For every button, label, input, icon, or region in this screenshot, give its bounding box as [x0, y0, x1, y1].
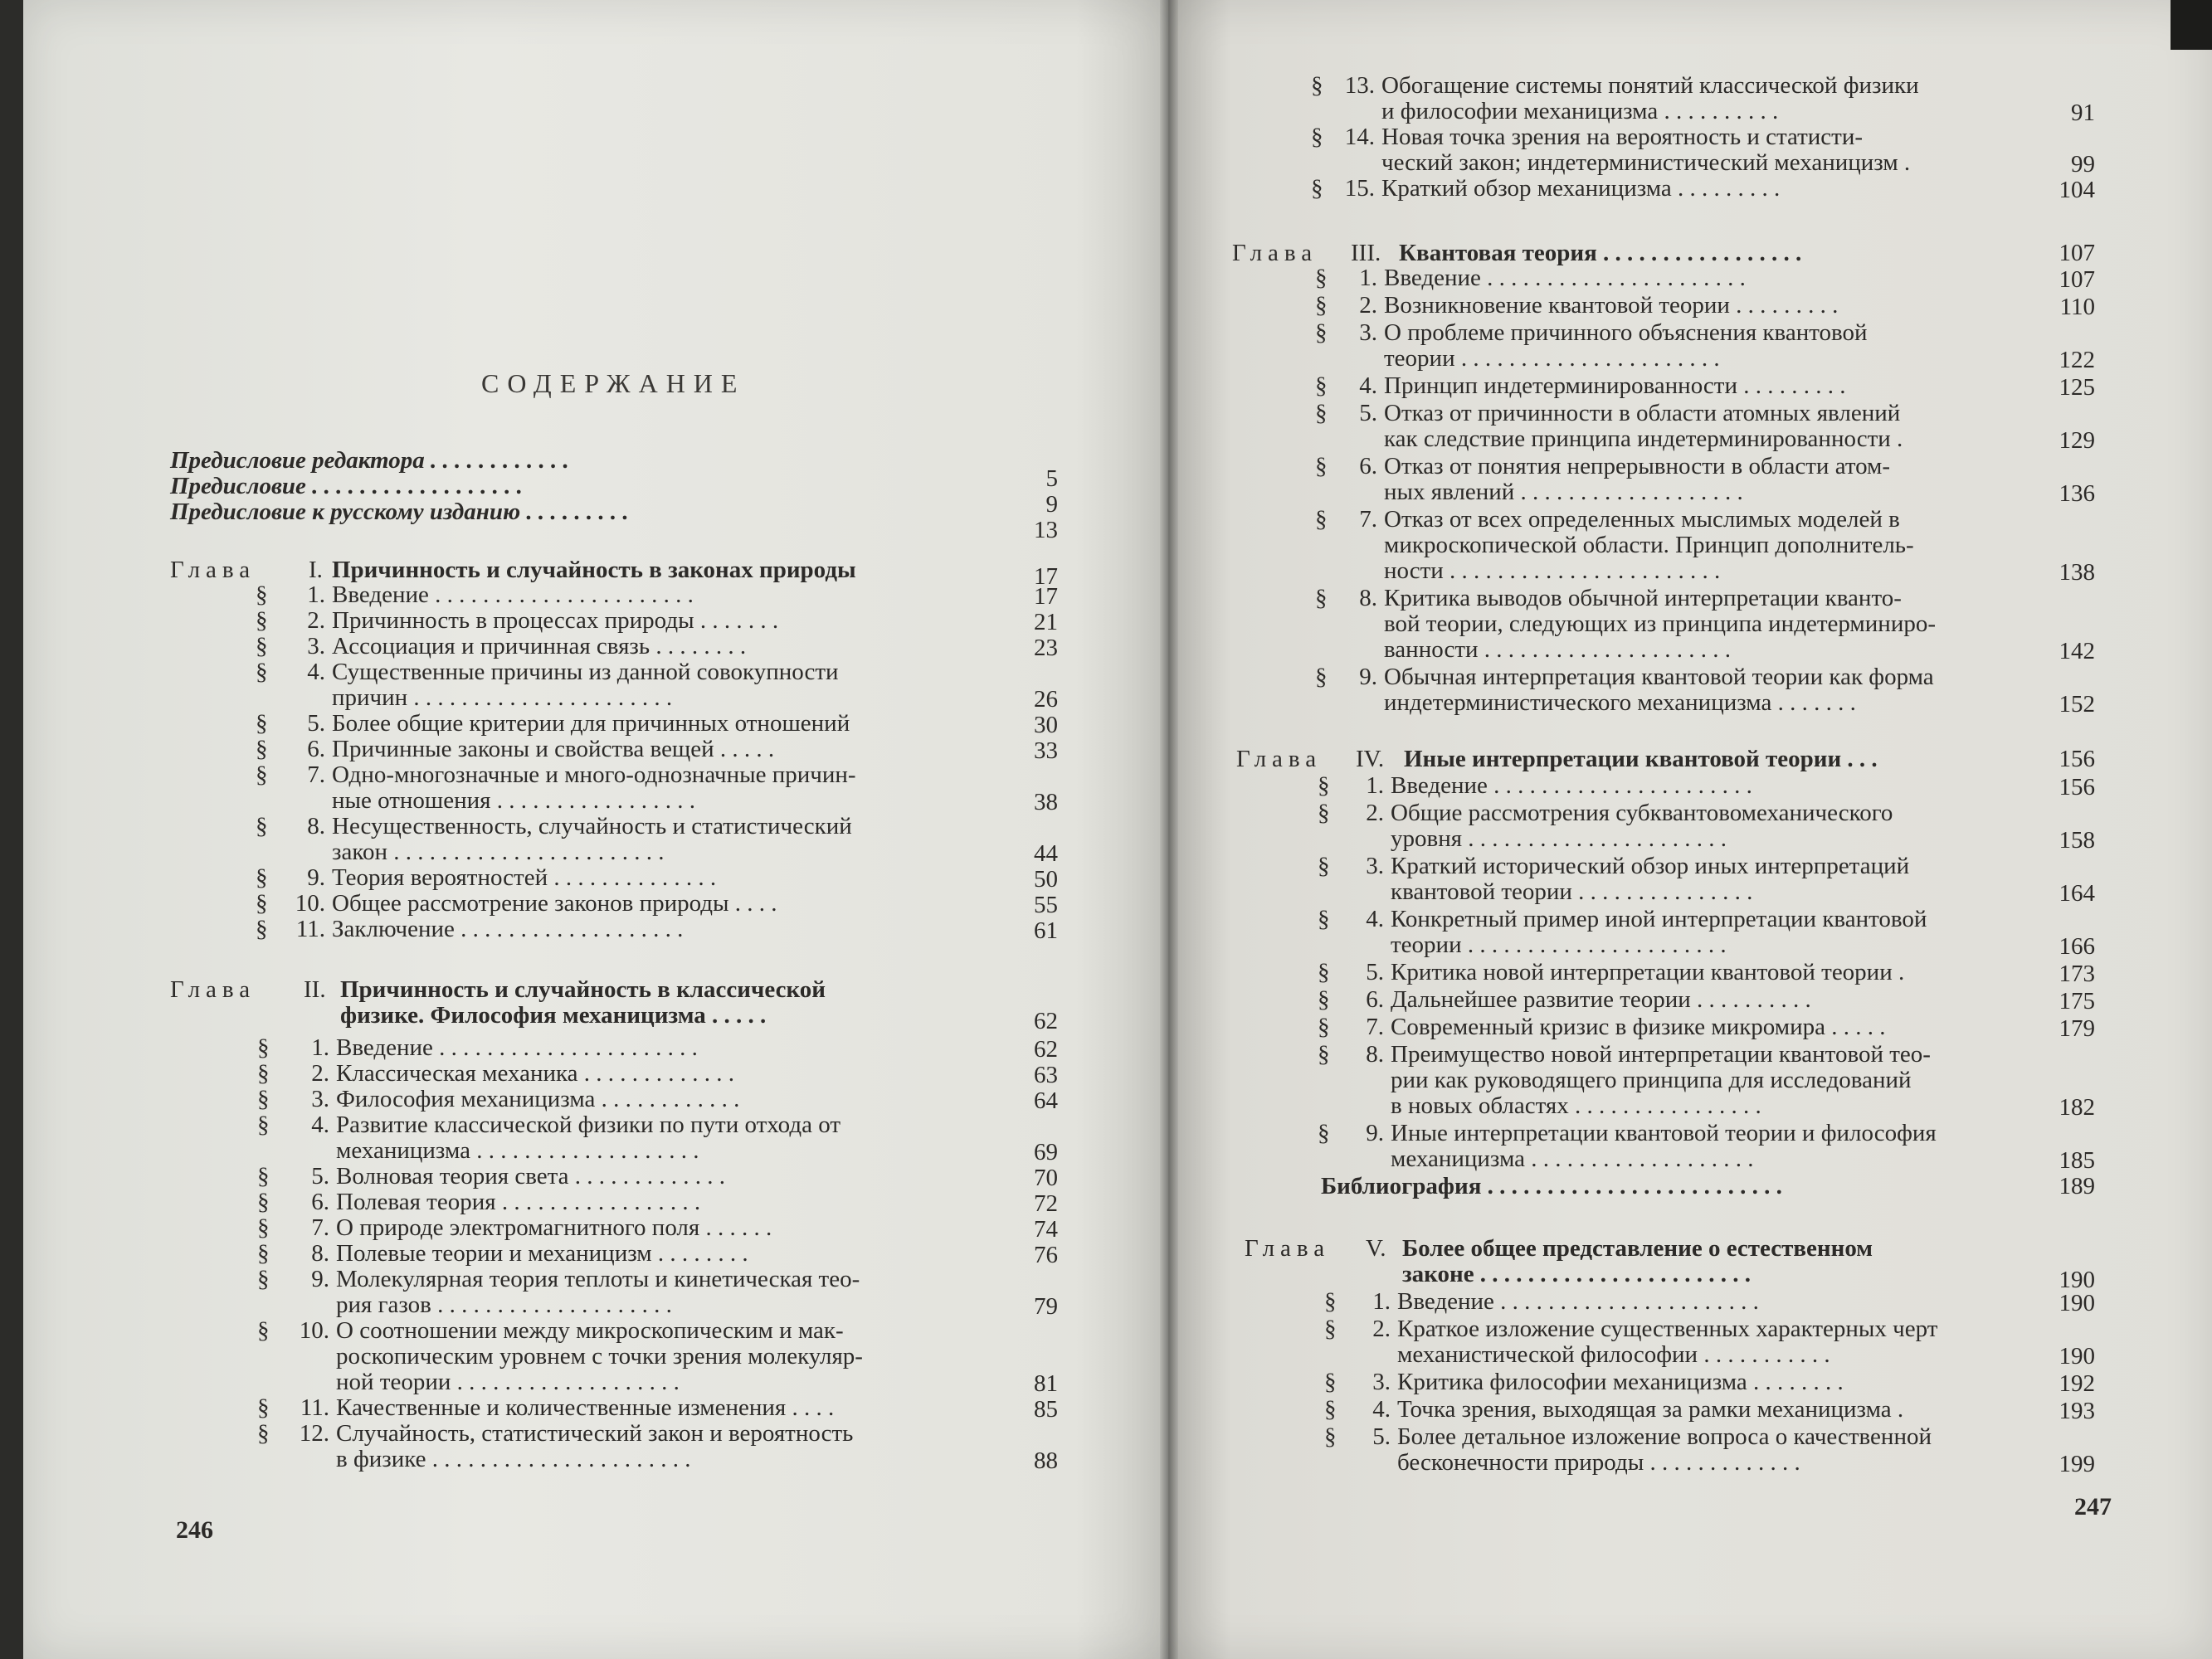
page-number: 21 — [1034, 609, 1058, 635]
section-mark: § — [1315, 400, 1328, 426]
toc-entry-text: теории . . . . . . . . . . . . . . . . . . . . . . — [1391, 932, 1727, 958]
toc-entry-text: микроскопической области. Принцип дополнитель- — [1384, 532, 1914, 558]
section-mark: § — [1324, 1288, 1337, 1315]
section-mark: § — [256, 736, 268, 762]
item-number: 6. — [1359, 453, 1377, 479]
toc-entry-text: Иные интерпретации квантовой теории и философия — [1391, 1120, 1937, 1146]
toc-entry-text: Введение . . . . . . . . . . . . . . . . . . . . . . — [336, 1034, 698, 1061]
item-number: 10. — [299, 1317, 329, 1344]
toc-entry-text: Критика философии механицизма . . . . . . . . — [1397, 1369, 1844, 1395]
section-mark: § — [256, 761, 268, 788]
page-number: 63 — [1034, 1062, 1058, 1088]
chapter-number: III. — [1351, 240, 1381, 266]
chapter-title: законе . . . . . . . . . . . . . . . . . . . . . . . — [1402, 1261, 1752, 1287]
item-number: 3. — [307, 633, 325, 659]
toc-entry-text: Конкретный пример иной интерпретации квантовой — [1391, 906, 1927, 932]
page-number: 74 — [1034, 1216, 1058, 1243]
page-number: 125 — [2059, 374, 2095, 401]
page-number: 129 — [2059, 427, 2095, 454]
page-number: 64 — [1034, 1087, 1058, 1114]
toc-entry-text: Ассоциация и причинная связь . . . . . . . . — [332, 633, 747, 659]
item-number: 12. — [299, 1420, 329, 1447]
item-number: 8. — [307, 813, 325, 839]
toc-entry-text: ческий закон; индетерминистический механицизм . — [1381, 149, 1911, 176]
toc-entry-text: Принцип индетерминированности . . . . . . . . . — [1384, 372, 1846, 399]
section-mark: § — [256, 633, 268, 659]
item-number: 5. — [307, 710, 325, 737]
page-number: 99 — [2071, 151, 2095, 178]
chapter-number: V. — [1366, 1235, 1386, 1262]
item-number: 8. — [311, 1240, 329, 1267]
toc-entry-text: Краткое изложение существенных характерных черт — [1397, 1316, 1938, 1342]
toc-entry-text: О проблеме причинного объяснения квантовой — [1384, 319, 1868, 346]
toc-entry-text: бесконечности природы . . . . . . . . . . . . . — [1397, 1449, 1800, 1476]
item-number: 7. — [307, 761, 325, 788]
chapter-label: Глава — [170, 557, 256, 583]
toc-entry-text: Полевые теории и механицизм . . . . . . . . — [336, 1240, 748, 1267]
toc-entry-text: Классическая механика . . . . . . . . . . . . . — [336, 1060, 735, 1087]
toc-entry-text: Критика новой интерпретации квантовой теории . — [1391, 959, 1905, 985]
item-number: 9. — [1366, 1120, 1384, 1146]
toc-entry-text: ные отношения . . . . . . . . . . . . . . . . . — [332, 787, 696, 814]
chapter-title: Иные интерпретации квантовой теории . . . — [1404, 746, 1878, 772]
item-number: 14. — [1344, 124, 1375, 150]
section-mark: § — [1318, 986, 1330, 1013]
section-mark: § — [1318, 853, 1330, 879]
section-mark: § — [1315, 664, 1328, 690]
toc-entry-text: механицизма . . . . . . . . . . . . . . . . . . . — [1391, 1146, 1754, 1172]
section-mark: § — [1318, 959, 1330, 985]
item-number: 9. — [1359, 664, 1377, 690]
chapter-label: Глава — [1245, 1235, 1331, 1262]
folio-left: 246 — [176, 1516, 213, 1544]
book-gutter — [1160, 0, 1178, 1659]
section-mark: § — [1315, 585, 1328, 611]
page-number: 136 — [2059, 480, 2095, 507]
page-number: 107 — [2059, 240, 2095, 266]
item-number: 15. — [1344, 175, 1375, 202]
page-number: 9 — [1045, 491, 1058, 518]
chapter-title: Причинность и случайность в законах природы — [332, 557, 856, 583]
section-mark: § — [257, 1060, 270, 1087]
section-mark: § — [256, 581, 268, 608]
item-number: 6. — [1366, 986, 1384, 1013]
toc-entry-text: индетерминистического механицизма . . . . . . . — [1384, 689, 1856, 716]
toc-entry-text: Философия механицизма . . . . . . . . . . . . — [336, 1086, 740, 1112]
toc-entry-text: Введение . . . . . . . . . . . . . . . . . . . . . . — [332, 581, 694, 608]
chapter-label: Глава — [1232, 240, 1318, 266]
section-mark: § — [256, 659, 268, 685]
toc-entry-text: Общее рассмотрение законов природы . . . . — [332, 890, 777, 917]
toc-entry-text: Возникновение квантовой теории . . . . . . . . . — [1384, 292, 1839, 319]
item-number: 3. — [1359, 319, 1377, 346]
page-number: 190 — [2059, 1267, 2095, 1293]
section-mark: § — [1318, 1120, 1330, 1146]
chapter-title: Более общее представление о естественном — [1402, 1235, 1873, 1262]
item-number: 6. — [307, 736, 325, 762]
section-mark: § — [1315, 453, 1328, 479]
section-mark: § — [1311, 72, 1323, 99]
section-mark: § — [1318, 1014, 1330, 1040]
toc-entry-text: Молекулярная теория теплоты и кинетическая тео- — [336, 1266, 860, 1292]
bibliography-entry: Библиография . . . . . . . . . . . . . . . . . . . . . . . . . — [1321, 1173, 1782, 1199]
toc-entry-text: ных явлений . . . . . . . . . . . . . . . . . . . — [1384, 479, 1743, 505]
toc-entry-text: Несущественность, случайность и статистический — [332, 813, 852, 839]
item-number: 11. — [295, 916, 325, 942]
toc-entry-text: Введение . . . . . . . . . . . . . . . . . . . . . . — [1397, 1288, 1759, 1315]
corner-shadow — [2171, 0, 2212, 50]
page-number: 156 — [2059, 746, 2095, 772]
page-number: 190 — [2059, 1343, 2095, 1370]
page-number: 91 — [2071, 100, 2095, 126]
item-number: 2. — [1366, 800, 1384, 826]
page-number: 175 — [2059, 988, 2095, 1014]
section-mark: § — [1324, 1423, 1337, 1450]
page-number: 189 — [2059, 1173, 2095, 1199]
toc-entry-text: Введение . . . . . . . . . . . . . . . . . . . . . . — [1391, 772, 1752, 799]
item-number: 3. — [1366, 853, 1384, 879]
page-number: 13 — [1034, 517, 1058, 543]
toc-entry-text: ной теории . . . . . . . . . . . . . . . . . . . — [336, 1369, 680, 1395]
page-number: 61 — [1034, 917, 1058, 944]
section-mark: § — [257, 1034, 270, 1061]
page-number: 110 — [2059, 294, 2095, 320]
page-number: 79 — [1034, 1293, 1058, 1320]
page-number: 185 — [2059, 1147, 2095, 1174]
section-mark: § — [1324, 1316, 1337, 1342]
section-mark: § — [1318, 800, 1330, 826]
page-number: 152 — [2059, 691, 2095, 718]
page-number: 164 — [2059, 880, 2095, 907]
toc-entry-text: ванности . . . . . . . . . . . . . . . . . . . . . — [1384, 636, 1732, 663]
section-mark: § — [1315, 319, 1328, 346]
item-number: 4. — [1359, 372, 1377, 399]
page-number: 190 — [2059, 1290, 2095, 1316]
item-number: 3. — [1372, 1369, 1391, 1395]
section-mark: § — [256, 813, 268, 839]
toc-entry-text: теории . . . . . . . . . . . . . . . . . . . . . . — [1384, 345, 1720, 372]
item-number: 6. — [311, 1189, 329, 1215]
toc-entry-text: Критика выводов обычной интерпретации кванто- — [1384, 585, 1902, 611]
item-number: 1. — [311, 1034, 329, 1061]
section-mark: § — [1318, 906, 1330, 932]
item-number: 4. — [307, 659, 325, 685]
page-number: 182 — [2059, 1094, 2095, 1121]
section-mark: § — [257, 1266, 270, 1292]
item-number: 5. — [311, 1163, 329, 1190]
page-number: 81 — [1034, 1370, 1058, 1397]
page-number: 72 — [1034, 1190, 1058, 1217]
toc-entry-text: Введение . . . . . . . . . . . . . . . . . . . . . . — [1384, 265, 1746, 291]
toc-entry-text: Обогащение системы понятий классической физики — [1381, 72, 1919, 99]
item-number: 4. — [1366, 906, 1384, 932]
page-number: 44 — [1034, 840, 1058, 867]
item-number: 1. — [1372, 1288, 1391, 1315]
section-mark: § — [257, 1420, 270, 1447]
toc-entry-text: Отказ от понятия непрерывности в области атом- — [1384, 453, 1891, 479]
toc-entry-text: Отказ от причинности в области атомных явлений — [1384, 400, 1901, 426]
section-mark: § — [1315, 292, 1328, 319]
toc-entry-text: Обычная интерпретация квантовой теории как форма — [1384, 664, 1934, 690]
toc-entry-text: Развитие классической физики по пути отхода от — [336, 1112, 841, 1138]
page-number: 199 — [2059, 1451, 2095, 1477]
page-number: 88 — [1034, 1447, 1058, 1474]
item-number: 4. — [311, 1112, 329, 1138]
chapter-title: Причинность и случайность в классической — [340, 976, 826, 1003]
page-number: 166 — [2059, 933, 2095, 960]
toc-entry-text: механицизма . . . . . . . . . . . . . . . . . . . — [336, 1137, 699, 1164]
toc-entry-text: Теория вероятностей . . . . . . . . . . . . . . — [332, 864, 717, 891]
item-number: 13. — [1344, 72, 1375, 99]
toc-entry-text: Полевая теория . . . . . . . . . . . . . . . . . — [336, 1189, 701, 1215]
section-mark: § — [257, 1189, 270, 1215]
chapter-number: II. — [304, 976, 326, 1003]
page-number: 62 — [1034, 1036, 1058, 1063]
toc-entry-text: как следствие принципа индетерминированности . — [1384, 426, 1903, 452]
page-number: 107 — [2059, 266, 2095, 293]
toc-entry-text: квантовой теории . . . . . . . . . . . . . . . — [1391, 878, 1753, 905]
toc-entry-text: рии как руководящего принципа для исследований — [1391, 1067, 1912, 1093]
toc-entry-text: Заключение . . . . . . . . . . . . . . . . . . . — [332, 916, 684, 942]
toc-entry-text: причин . . . . . . . . . . . . . . . . . . . . . . — [332, 684, 673, 711]
page-number: 138 — [2059, 559, 2095, 586]
item-number: 2. — [311, 1060, 329, 1087]
item-number: 10. — [295, 890, 325, 917]
page-number: 5 — [1045, 465, 1058, 492]
section-mark: § — [256, 864, 268, 891]
toc-entry-text: Причинность в процессах природы . . . . . . . — [332, 607, 779, 634]
section-mark: § — [256, 710, 268, 737]
toc-entry-text: в физике . . . . . . . . . . . . . . . . . . . . . . — [336, 1446, 691, 1472]
front-matter-entry: Предисловие к русскому изданию . . . . . . . . . — [170, 499, 629, 525]
toc-entry-text: Отказ от всех определенных мыслимых моделей в — [1384, 506, 1900, 533]
toc-entry-text: Случайность, статистический закон и вероятность — [336, 1420, 854, 1447]
toc-entry-text: вой теории, следующих из принципа индетерминиро- — [1384, 611, 1937, 637]
section-mark: § — [257, 1394, 270, 1421]
toc-entry-text: закон . . . . . . . . . . . . . . . . . . . . . . . — [332, 839, 665, 865]
page-number: 50 — [1034, 866, 1058, 893]
item-number: 1. — [307, 581, 325, 608]
page-number: 104 — [2059, 177, 2095, 203]
item-number: 11. — [300, 1394, 329, 1421]
item-number: 9. — [311, 1266, 329, 1292]
chapter-title: физике. Философия механицизма . . . . . — [340, 1002, 767, 1029]
item-number: 7. — [311, 1214, 329, 1241]
section-mark: § — [1311, 124, 1323, 150]
section-mark: § — [256, 607, 268, 634]
chapter-number: I. — [309, 557, 323, 583]
toc-entry-text: уровня . . . . . . . . . . . . . . . . . . . . . . — [1391, 825, 1727, 852]
item-number: 1. — [1359, 265, 1377, 291]
toc-entry-text: Дальнейшее развитие теории . . . . . . . . . . — [1391, 986, 1811, 1013]
section-mark: § — [257, 1086, 270, 1112]
page-number: 62 — [1034, 1008, 1058, 1034]
toc-entry-text: О природе электромагнитного поля . . . . . . — [336, 1214, 772, 1241]
toc-entry-text: Преимущество новой интерпретации квантовой тео- — [1391, 1041, 1931, 1068]
item-number: 8. — [1366, 1041, 1384, 1068]
section-mark: § — [1315, 372, 1328, 399]
item-number: 2. — [1359, 292, 1377, 319]
page-number: 70 — [1034, 1165, 1058, 1191]
page-number: 122 — [2059, 347, 2095, 373]
section-mark: § — [1311, 175, 1323, 202]
item-number: 2. — [1372, 1316, 1391, 1342]
toc-entry-text: О соотношении между микроскопическим и мак- — [336, 1317, 844, 1344]
page-number: 55 — [1034, 892, 1058, 918]
item-number: 7. — [1366, 1014, 1384, 1040]
toc-entry-text: Причинные законы и свойства вещей . . . . . — [332, 736, 775, 762]
front-matter-entry: Предисловие редактора . . . . . . . . . . . . — [170, 447, 569, 474]
left-background — [0, 0, 23, 1659]
toc-entry-text: и философии механицизма . . . . . . . . . . — [1381, 98, 1779, 124]
page-number: 192 — [2059, 1370, 2095, 1397]
page-number: 158 — [2059, 827, 2095, 854]
toc-entry-text: рия газов . . . . . . . . . . . . . . . . . . . . — [336, 1292, 672, 1318]
page-number: 69 — [1034, 1139, 1058, 1165]
page-number: 173 — [2059, 961, 2095, 987]
item-number: 1. — [1366, 772, 1384, 799]
item-number: 5. — [1359, 400, 1377, 426]
chapter-number: IV. — [1356, 746, 1385, 772]
item-number: 8. — [1359, 585, 1377, 611]
toc-entry-text: Новая точка зрения на вероятность и статисти- — [1381, 124, 1864, 150]
section-mark: § — [1324, 1396, 1337, 1423]
toc-entry-text: роскопическим уровнем с точки зрения молекуляр- — [336, 1343, 863, 1370]
toc-entry-text: Краткий обзор механицизма . . . . . . . . . — [1381, 175, 1781, 202]
page-number: 26 — [1034, 686, 1058, 713]
page-number: 179 — [2059, 1015, 2095, 1042]
page-number: 76 — [1034, 1242, 1058, 1268]
toc-entry-text: Более общие критерии для причинных отношений — [332, 710, 850, 737]
toc-entry-text: в новых областях . . . . . . . . . . . . . . . . — [1391, 1092, 1761, 1119]
toc-entry-text: Современный кризис в физике микромира . . . . . — [1391, 1014, 1886, 1040]
section-mark: § — [257, 1214, 270, 1241]
item-number: 3. — [311, 1086, 329, 1112]
section-mark: § — [257, 1317, 270, 1344]
folio-right: 247 — [2074, 1493, 2112, 1520]
section-mark: § — [257, 1112, 270, 1138]
section-mark: § — [1318, 772, 1330, 799]
section-mark: § — [1315, 265, 1328, 291]
toc-entry-text: механистической философии . . . . . . . . . . . — [1397, 1341, 1830, 1368]
page-number: 17 — [1034, 583, 1058, 610]
item-number: 9. — [307, 864, 325, 891]
page-title: СОДЕРЖАНИЕ — [481, 368, 746, 398]
front-matter-entry: Предисловие . . . . . . . . . . . . . . . . . . — [170, 473, 523, 499]
item-number: 7. — [1359, 506, 1377, 533]
page-number: 38 — [1034, 789, 1058, 815]
toc-entry-text: Точка зрения, выходящая за рамки механицизма . — [1397, 1396, 1904, 1423]
page-number: 142 — [2059, 638, 2095, 664]
page-number: 17 — [1034, 563, 1058, 590]
page-number: 85 — [1034, 1396, 1058, 1423]
toc-entry-text: Существенные причины из данной совокупности — [332, 659, 839, 685]
chapter-label: Глава — [1236, 746, 1323, 772]
page-number: 33 — [1034, 737, 1058, 764]
section-mark: § — [257, 1163, 270, 1190]
section-mark: § — [1318, 1041, 1330, 1068]
section-mark: § — [256, 916, 268, 942]
item-number: 5. — [1366, 959, 1384, 985]
item-number: 5. — [1372, 1423, 1391, 1450]
toc-entry-text: Качественные и количественные изменения . . . . — [336, 1394, 835, 1421]
page-number: 156 — [2059, 774, 2095, 800]
page-number: 193 — [2059, 1398, 2095, 1424]
toc-entry-text: Одно-многозначные и много-однозначные причин- — [332, 761, 856, 788]
page-number: 23 — [1034, 635, 1058, 661]
toc-entry-text: Краткий исторический обзор иных интерпретаций — [1391, 853, 1910, 879]
section-mark: § — [1324, 1369, 1337, 1395]
section-mark: § — [1315, 506, 1328, 533]
chapter-title: Квантовая теория . . . . . . . . . . . . . . . . . — [1399, 240, 1802, 266]
toc-entry-text: Более детальное изложение вопроса о качественной — [1397, 1423, 1932, 1450]
item-number: 2. — [307, 607, 325, 634]
page-number: 30 — [1034, 712, 1058, 738]
section-mark: § — [256, 890, 268, 917]
section-mark: § — [257, 1240, 270, 1267]
chapter-label: Глава — [170, 976, 256, 1003]
item-number: 4. — [1372, 1396, 1391, 1423]
toc-entry-text: Общие рассмотрения субквантовомеханического — [1391, 800, 1893, 826]
toc-entry-text: ности . . . . . . . . . . . . . . . . . . . . . . . — [1384, 557, 1721, 584]
toc-entry-text: Волновая теория света . . . . . . . . . . . . . — [336, 1163, 726, 1190]
